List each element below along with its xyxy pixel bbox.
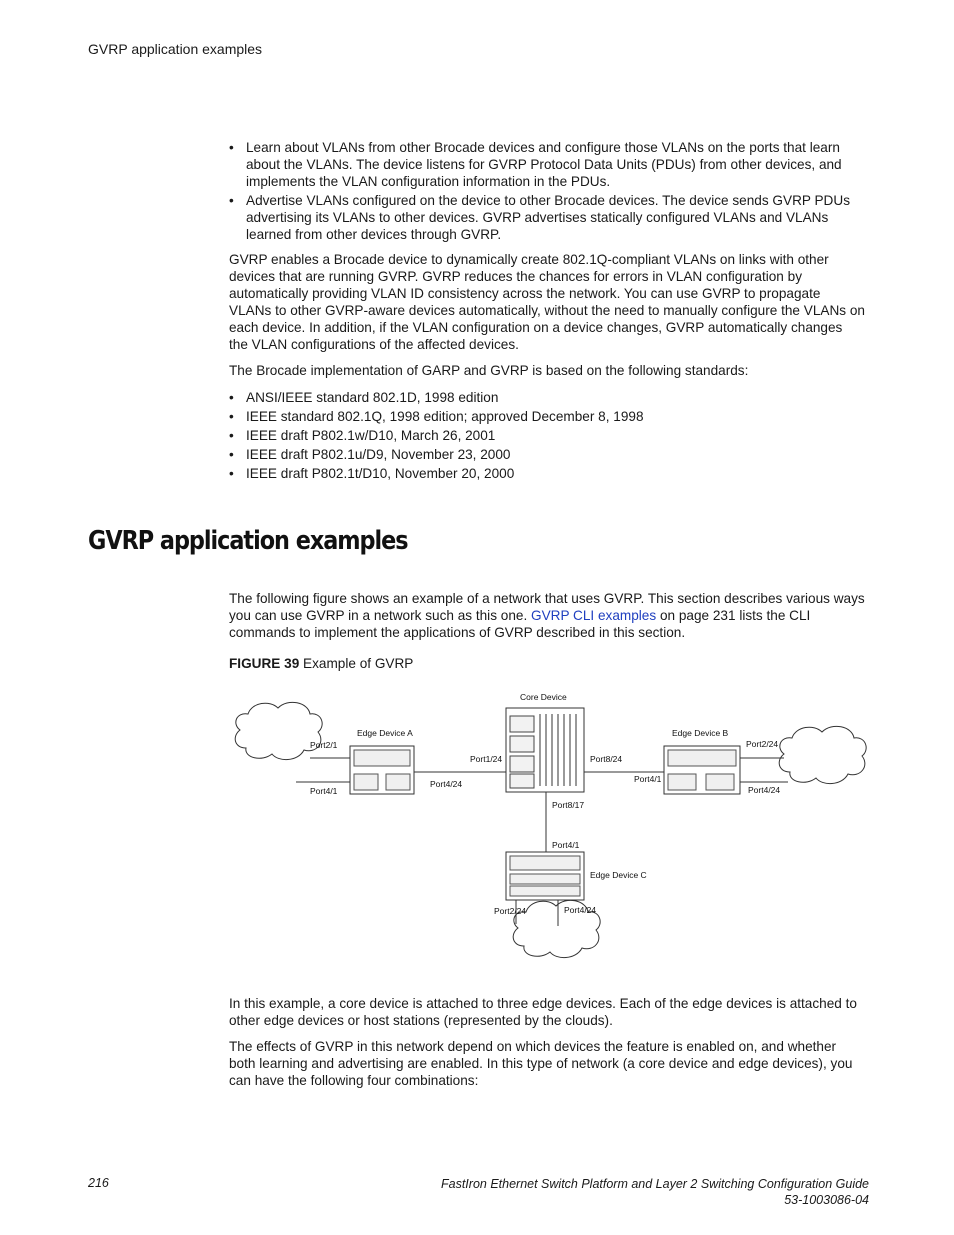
- paragraph-example: In this example, a core device is attached to three edge devices. Each of the edge devices is attached to other edge devices or host stations (represented by the clouds).: [229, 996, 857, 1028]
- label-a-port2-1: Port2/1: [310, 740, 338, 750]
- list-item: • Advertise VLANs configured on the device to other Brocade devices. The device sends GVRP PDUs advertising its VLANs to other devices. GVRP advertises statically configured VLANs and VLANs learned from other devices through GVRP.: [229, 192, 865, 243]
- label-b-port4-1: Port4/1: [634, 774, 662, 784]
- core-device-chassis: [506, 708, 584, 792]
- paragraph-gvrp-enables: GVRP enables a Brocade device to dynamically create 802.1Q-compliant VLANs on links with other devices that are running GVRP. GVRP reduces the chances for errors in VLAN configuration by automatically providing VLAN ID consistency across the network. You can use GVRP to propagate VLANs to other GVRP-aware devices automatically, without the need to manually configure the VLANs on each device. In addition, if the VLAN configuration on a device changes, GVRP automatically changes the VLAN configurations of the affected devices.: [229, 252, 865, 352]
- closing-block: [229, 995, 865, 1098]
- standards-list: [229, 389, 865, 482]
- paragraph-standards-intro: The Brocade implementation of GARP and GVRP is based on the following standards:: [229, 363, 749, 378]
- label-b-port2-24: Port2/24: [746, 739, 779, 749]
- list-item: • IEEE draft P802.1t/D10, November 20, 2000: [229, 465, 865, 482]
- label-edge-device-a: Edge Device A: [357, 728, 413, 738]
- label-a-port4-1: Port4/1: [310, 786, 338, 796]
- network-diagram: [226, 688, 868, 980]
- list-item: • IEEE draft P802.1w/D10, March 26, 2001: [229, 427, 865, 444]
- intro-text-after-link: on page 231 lists the CLI commands to implement the applications of GVRP described in this section.: [229, 608, 811, 640]
- list-item: • IEEE draft P802.1u/D9, November 23, 2000: [229, 446, 865, 463]
- section-intro-block: [229, 590, 865, 681]
- list-item: • Learn about VLANs from other Brocade devices and configure those VLANs on the ports that learn about the VLANs. The device listens for GVRP Protocol Data Units (PDUs) from other devices, and implements the VLAN configuration information in the PDUs.: [229, 139, 865, 190]
- paragraph-section-intro: [229, 590, 865, 641]
- intro-block: [229, 139, 865, 484]
- label-a-port4-24: Port4/24: [430, 779, 463, 789]
- edge-device-b-chassis: [664, 746, 740, 794]
- edge-device-a-chassis: [350, 746, 414, 794]
- footer-doc-number: 53-1003086-04: [784, 1193, 869, 1207]
- label-b-port4-24: Port4/24: [748, 785, 781, 795]
- footer-book-info: [441, 1176, 869, 1208]
- list-item: • IEEE standard 802.1Q, 1998 edition; approved December 8, 1998: [229, 408, 865, 425]
- label-core-port1-24: Port1/24: [470, 754, 503, 764]
- cloud-icon: [235, 702, 322, 759]
- section-title: GVRP application examples: [88, 526, 408, 556]
- page-number: 216: [88, 1176, 109, 1190]
- edge-device-c-chassis: [506, 852, 584, 900]
- intro-text-before-link: The following figure shows an example of a network that uses GVRP. This section describes various ways you can use GVRP in a network such as this one.: [229, 591, 865, 623]
- list-item: • ANSI/IEEE standard 802.1D, 1998 edition: [229, 389, 865, 406]
- running-header: GVRP application examples: [88, 41, 263, 57]
- label-core-device: Core Device: [520, 692, 567, 702]
- label-edge-device-b: Edge Device B: [672, 728, 729, 738]
- label-edge-device-c: Edge Device C: [590, 870, 647, 880]
- cloud-icon: [779, 726, 866, 783]
- paragraph-effects: The effects of GVRP in this network depend on which devices the feature is enabled on, and whether both learning and advertising are enabled. In this type of network (a core device and edge devices), you can have the following four combinations:: [229, 1039, 853, 1088]
- label-c-port4-1: Port4/1: [552, 840, 580, 850]
- label-core-port8-17: Port8/17: [552, 800, 585, 810]
- figure-caption-text: Example of GVRP: [303, 656, 414, 671]
- footer-book-title: FastIron Ethernet Switch Platform and Layer 2 Switching Configuration Guide: [441, 1177, 869, 1191]
- label-c-port2-24: Port2/24: [494, 906, 527, 916]
- label-core-port8-24: Port8/24: [590, 754, 623, 764]
- intro-bullet-list: [229, 139, 865, 243]
- gvrp-network-figure: [226, 688, 868, 980]
- gvrp-cli-examples-link[interactable]: GVRP CLI examples: [531, 608, 657, 623]
- figure-number: FIGURE 39: [229, 656, 300, 671]
- label-c-port4-24: Port4/24: [564, 905, 597, 915]
- figure-caption: [229, 655, 865, 672]
